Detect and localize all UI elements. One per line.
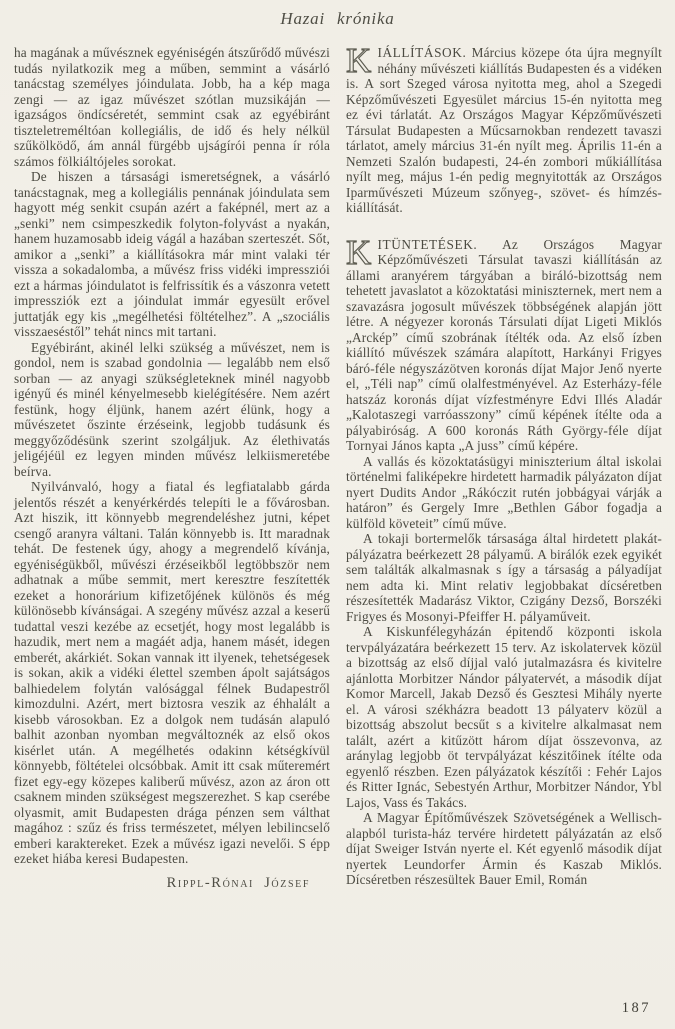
paragraph-text: Március közepe óta újra megnyílt néhány művészeti kiállítás Budapesten és a vidéken is. A sort Szeged városa nyitotta meg, ahol a Szegedi Képzőművészeti Egyesület március 15-én nyitotta meg ez évi tárlatát. Az Országos Magyar Képzőművészeti Társulat Budapesten a Műcsarnokban rendezett tavaszi tárlatot, amely március 31-én nyílt meg. Április 11-én a Nemzeti Szalón budapesti, 24-én zombori műkiállítása nyílt meg, május 1-én pedig megnyitották az Országos Iparművészeti Múzeum szőnyeg-, szövet- és hímzés-kiállítását. (346, 45, 662, 215)
paragraph (346, 232, 662, 454)
paragraph-text: Az Országos Magyar Képzőművészeti Társulat tavaszi kiállításán az állami aranyérem tárgyában a biráló-bizottság nem tehetett javaslatot a közoktatási miniszternek, mert nem a szavazásra jogosult művészek többségének alapján jött létre. A négyezer koronás Társulati díjat Ligeti Miklós „Arckép” című szobrának ítélték oda. Az első ízben kiállító művészek számára alapított, Harkányi Frigyes báró-féle négyszázötven koronás díjat Major Jenő nyerte el, „Téli nap” című olalfestményével. Az Esterházy-féle hatszáz koronás díjat vízfestményre Edvi Illés Aladár „Kalotaszegi varróasszony” című képének ítélte oda a pályabiróság. A 600 koronás Ráth György-féle díjat Tornyai János kapta „A juss” című képére. (346, 236, 662, 453)
paragraph: A Magyar Építőművészek Szövetségének a Wellisch-alapból turista-ház tervére hirdetett pályázatán az első díjat Sweiger István nyerte el. Két egyenlő második díjat nyertek Leundorfer Ármin és Kaszab Miklós. Dícséretben részesültek Bauer Emil, Román (346, 810, 662, 887)
running-head (0, 0, 675, 29)
left-column (14, 45, 330, 891)
section-heading: ITÜNTETÉSEK. (377, 236, 478, 252)
paragraph: A vallás és közoktatásügyi miniszterium által iskolai történelmi faliképekre hirdetett harmadik pályázaton díjat nyert Dudits Andor „Rákóczit rutén jobbágyai várják a határon” és Gergely Imre „Bethlen Gábor fogadja a külföld követeit” című műve. (346, 453, 662, 531)
author-signature: Rippl-Rónai József (166, 874, 310, 891)
section-heading: IÁLLÍTÁSOK. (377, 45, 467, 60)
page-title: Hazai krónika (280, 9, 395, 28)
right-column (346, 41, 662, 891)
paragraph: ha magának a művésznek egyéniségén átszűrődő művészi tudás nyilatkozik meg a műben, semmint a vásárló tanácstag személyes jóindulata. Jobb, ha a kép maga zengi — az igaz művészet szótlan muzsikáján — igazságos öndícséretét, semmint csak az egyébiránt tiszteletreméltóan kollegiális, de idő és hely nélkül szűkölködő, ám annál fürgébb ujságírói penna ír róla számos fölkiáltójeles sorokat. (14, 45, 330, 169)
section-awards (346, 232, 662, 888)
paragraph: Egyébiránt, akinél lelki szükség a művészet, nem is gondol, nem is szabad gondolnia — legalább nem első sorban — az anyagi szükségleteknek minél nagyobb igényű és minél kényelmesebb kielégítésére. Nem azért festünk, hogy éljünk, hanem azért élünk, hogy a művészetet őszinte érzéseink, legjobb tudásunk és meggyőződésünk szerint szolgáljuk. Az élethivatás jeligéjéül ez legyen minden művész lelkiismeretébe beírva. (14, 339, 330, 479)
paragraph (346, 41, 662, 216)
paragraph: A tokaji bortermelők társasága által hirdetett plakát-pályázatra beérkezett 28 pályamű. A birálók ezek egyikét sem találták alkalmasnak s így a társaság a pályadíjat nem adta ki. Mint relativ legjobbakat dícséretben részesítették Madarász Viktor, Czigány Dezső, Borszéki Frigyes és Mosonyi-Pfeiffer H. pályaműveit. (346, 531, 662, 624)
paragraph: De hiszen a társasági ismeretségnek, a vásárló tanácstagnak, meg a kollegiális pennának jóindulata sem hagyott még senkit csupán azért a faképnél, mert az a „senki” nem csimpeszkedik folyton-folyvást a nyakán, hanem huzamosabb ideig vágál a hazában szerteszét. Sőt, amikor a „senki” a kiállításokra már mint valaki tér vissza a sokadalomba, a művész friss vidéki impressziói ezt a hármas jóindulatot is felfrissítik és a vászonra vetett impressziók ezt a jóindulat immár egyesült erővel juttatják egy kis „megélhetési föltételhez”. A „szociális visszaeséstől” tehát nincs mit tartani. (14, 169, 330, 339)
paragraph: A Kiskunfélegyházán épitendő központi iskola tervpályázatára beérkezett 15 terv. Az iskolatervek közül a bizottság az első díjjal való jutalmazásra és kivitelre ajánlotta Morbitzer Nándor pályatervét, a második díjat Komor Marcell, Jakab Dezső és Gesztesi Mihály nyerte el. A városi székházra beadott 13 pályaterv közül a bizottság abszolut becsűt s a kivitelre alkalmasat nem talált, azért a kitűzött három díjat összevonva, az aránylag legjobb öt tervpályázat készitőinek ítélte oda egyenlő részben. Ezen pályázatok készítői : Fehér Lajos és Ritter Ignác, Sebestyén Arthur, Morbitzer Nándor, Ybl Lajos, Vass és Takács. (346, 624, 662, 810)
drop-cap-letter: K (346, 232, 372, 272)
drop-cap-letter: K (346, 41, 372, 80)
text-columns (0, 29, 675, 891)
paragraph: Nyilvánvaló, hogy a fiatal és legfiatalabb gárda jelentős részét a kenyérkérdés telepíti le a fővárosban. Azt hiszik, itt könnyebb megrendeléshez jutni, képet csengő aranyra váltani. Talán könnyebb is. Itt maradnak tehát. De festenek úgy, ahogy a megrendelő kívánja, egyéniségükből, művészi érzéseikből legtöbbször nem adhatnak a műbe semmit, mert keresztre feszítették ezeket a honorárium kifizetőjének különös és még különösebb kívánságai. A szegény művész azzal a keserű tudattal veszi kezébe az ecsetjét, hogy most legalább is hazudik, mert nem a magáét adja, hanem másét, idegen emberét, akárkiét. Sokan vannak itt ilyenek, tehetségesek is sokan, akik a vidéki élettel szemben ápolt sajátságos balhiedelem folytán valósággal félnek Budapestről kimozdulni. Azért, mert biztosra veszik az éhhalált a kisebb városokban. Ez a dolgok nem tudásán alapuló balhit azonban nyomban megváltoznék az első okos kisérlet után. A megélhetés odakinn kétségkívül könnyebb, föltételei olcsóbbak. Amit itt csak műteremért fizet egy-egy közepes kaliberű művész, azon az áron ott csaknem minden szükségest megszerezhet. S kap cserébe olyasmit, amit Budapesten drága pénzen sem válthat magához : szűz és friss természetet, mélyen lebilincselő emberi karaktereket. Ezek a művész igazi nevelői. S épp ezeket hiába keresi Budapesten. (14, 479, 330, 866)
page-number: 187 (621, 1000, 651, 1016)
section-exhibitions (346, 41, 662, 216)
